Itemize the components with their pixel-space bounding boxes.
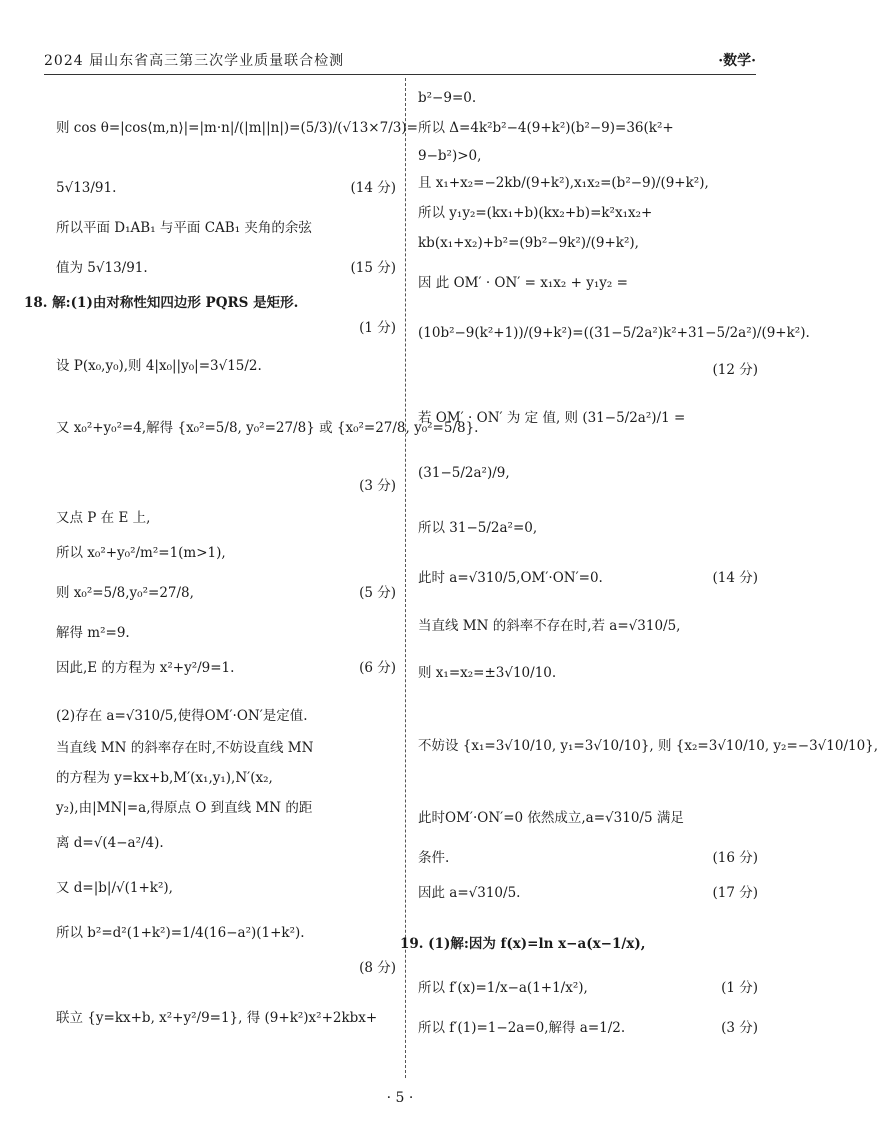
page-number: · 5 ·	[386, 1090, 414, 1106]
text-line: 所以 Δ=4k²b²−4(9+k²)(b²−9)=36(k²+	[418, 120, 674, 136]
text-line: (2)存在 a=√310/5,使得OM′·ON′是定值.	[56, 708, 308, 724]
text-line: 此时 a=√310/5,OM′·ON′=0. (14 分)	[418, 570, 758, 586]
text-line: 因此,E 的方程为 x²+y²/9=1. (6 分)	[56, 660, 396, 676]
text-line: 离 d=√(4−a²/4).	[56, 835, 164, 851]
text-line: 则 x₁=x₂=±3√10/10.	[418, 665, 557, 681]
text-line: 且 x₁+x₂=−2kb/(9+k²),x₁x₂=(b²−9)/(9+k²),	[418, 175, 709, 191]
text-line: 则 cos θ=|cos⟨m,n⟩|=|m·n|/(|m||n|)=(5/3)/(√13×7/3)=	[56, 120, 418, 136]
text-line: y₂),由|MN|=a,得原点 O 到直线 MN 的距	[56, 800, 313, 816]
text-line: b²−9=0.	[418, 90, 477, 106]
text-line: 因此 a=√310/5. (17 分)	[418, 885, 758, 901]
text-line: 所以 31−5/2a²=0,	[418, 520, 538, 536]
text-line: 设 P(x₀,y₀),则 4|x₀||y₀|=3√15/2.	[56, 358, 262, 374]
text-line: 解得 m²=9.	[56, 625, 130, 641]
question-18-heading: 18. 解:(1)由对称性知四边形 PQRS 是矩形.	[24, 295, 299, 311]
question-19-heading: 19. (1)解:因为 f(x)=ln x−a(x−1/x),	[400, 936, 646, 952]
text-line: 联立 {y=kx+b, x²+y²/9=1}, 得 (9+k²)x²+2kbx+	[56, 1010, 378, 1026]
text-line: 所以 y₁y₂=(kx₁+b)(kx₂+b)=k²x₁x₂+	[418, 205, 653, 221]
text-line: 所以平面 D₁AB₁ 与平面 CAB₁ 夹角的余弦	[56, 220, 312, 236]
text-line: kb(x₁+x₂)+b²=(9b²−9k²)/(9+k²),	[418, 235, 639, 251]
text-line: 又 x₀²+y₀²=4,解得 {x₀²=5/8, y₀²=27/8} 或 {x₀²=27/8, y₀²=5/8}.	[56, 420, 479, 436]
subject-label: ·数学·	[718, 53, 756, 69]
column-divider	[405, 78, 406, 1078]
text-line: 的方程为 y=kx+b,M′(x₁,y₁),N′(x₂,	[56, 770, 273, 786]
text-line: 不妨设 {x₁=3√10/10, y₁=3√10/10}, 则 {x₂=3√10/10, y₂=−3√10/10},	[418, 738, 878, 754]
text-line: 又 d=|b|/√(1+k²),	[56, 880, 173, 896]
text-line: 所以 x₀²+y₀²/m²=1(m>1),	[56, 545, 226, 561]
text-line: 所以 f′(x)=1/x−a(1+1/x²), (1 分)	[418, 980, 758, 996]
text-line: 因 此 OM′ · ON′ = x₁x₂ + y₁y₂ =	[418, 275, 628, 291]
text-line: 又点 P 在 E 上,	[56, 510, 151, 526]
text-line: 则 x₀²=5/8,y₀²=27/8, (5 分)	[56, 585, 396, 601]
page-header	[44, 46, 756, 75]
text-line: 5√13/91. (14 分)	[56, 180, 396, 196]
text-line: 若 OM′ · ON′ 为 定 值, 则 (31−5/2a²)/1 =	[418, 410, 686, 426]
exam-title: 2024 届山东省高三第三次学业质量联合检测	[44, 53, 345, 69]
text-line: 所以 f′(1)=1−2a=0,解得 a=1/2. (3 分)	[418, 1020, 758, 1036]
text-line: 所以 b²=d²(1+k²)=1/4(16−a²)(1+k²).	[56, 925, 305, 941]
text-line: 9−b²)>0,	[418, 148, 482, 164]
text-line: 当直线 MN 的斜率不存在时,若 a=√310/5,	[418, 618, 681, 634]
text-line: 此时OM′·ON′=0 依然成立,a=√310/5 满足	[418, 810, 684, 826]
text-line: (31−5/2a²)/9,	[418, 465, 510, 481]
text-line: (10b²−9(k²+1))/(9+k²)=((31−5/2a²)k²+31−5/2a²)/(9+k²).	[418, 325, 810, 341]
text-line: 值为 5√13/91. (15 分)	[56, 260, 396, 276]
text-line: 条件. (16 分)	[418, 850, 758, 866]
text-line: 当直线 MN 的斜率存在时,不妨设直线 MN	[56, 740, 314, 756]
